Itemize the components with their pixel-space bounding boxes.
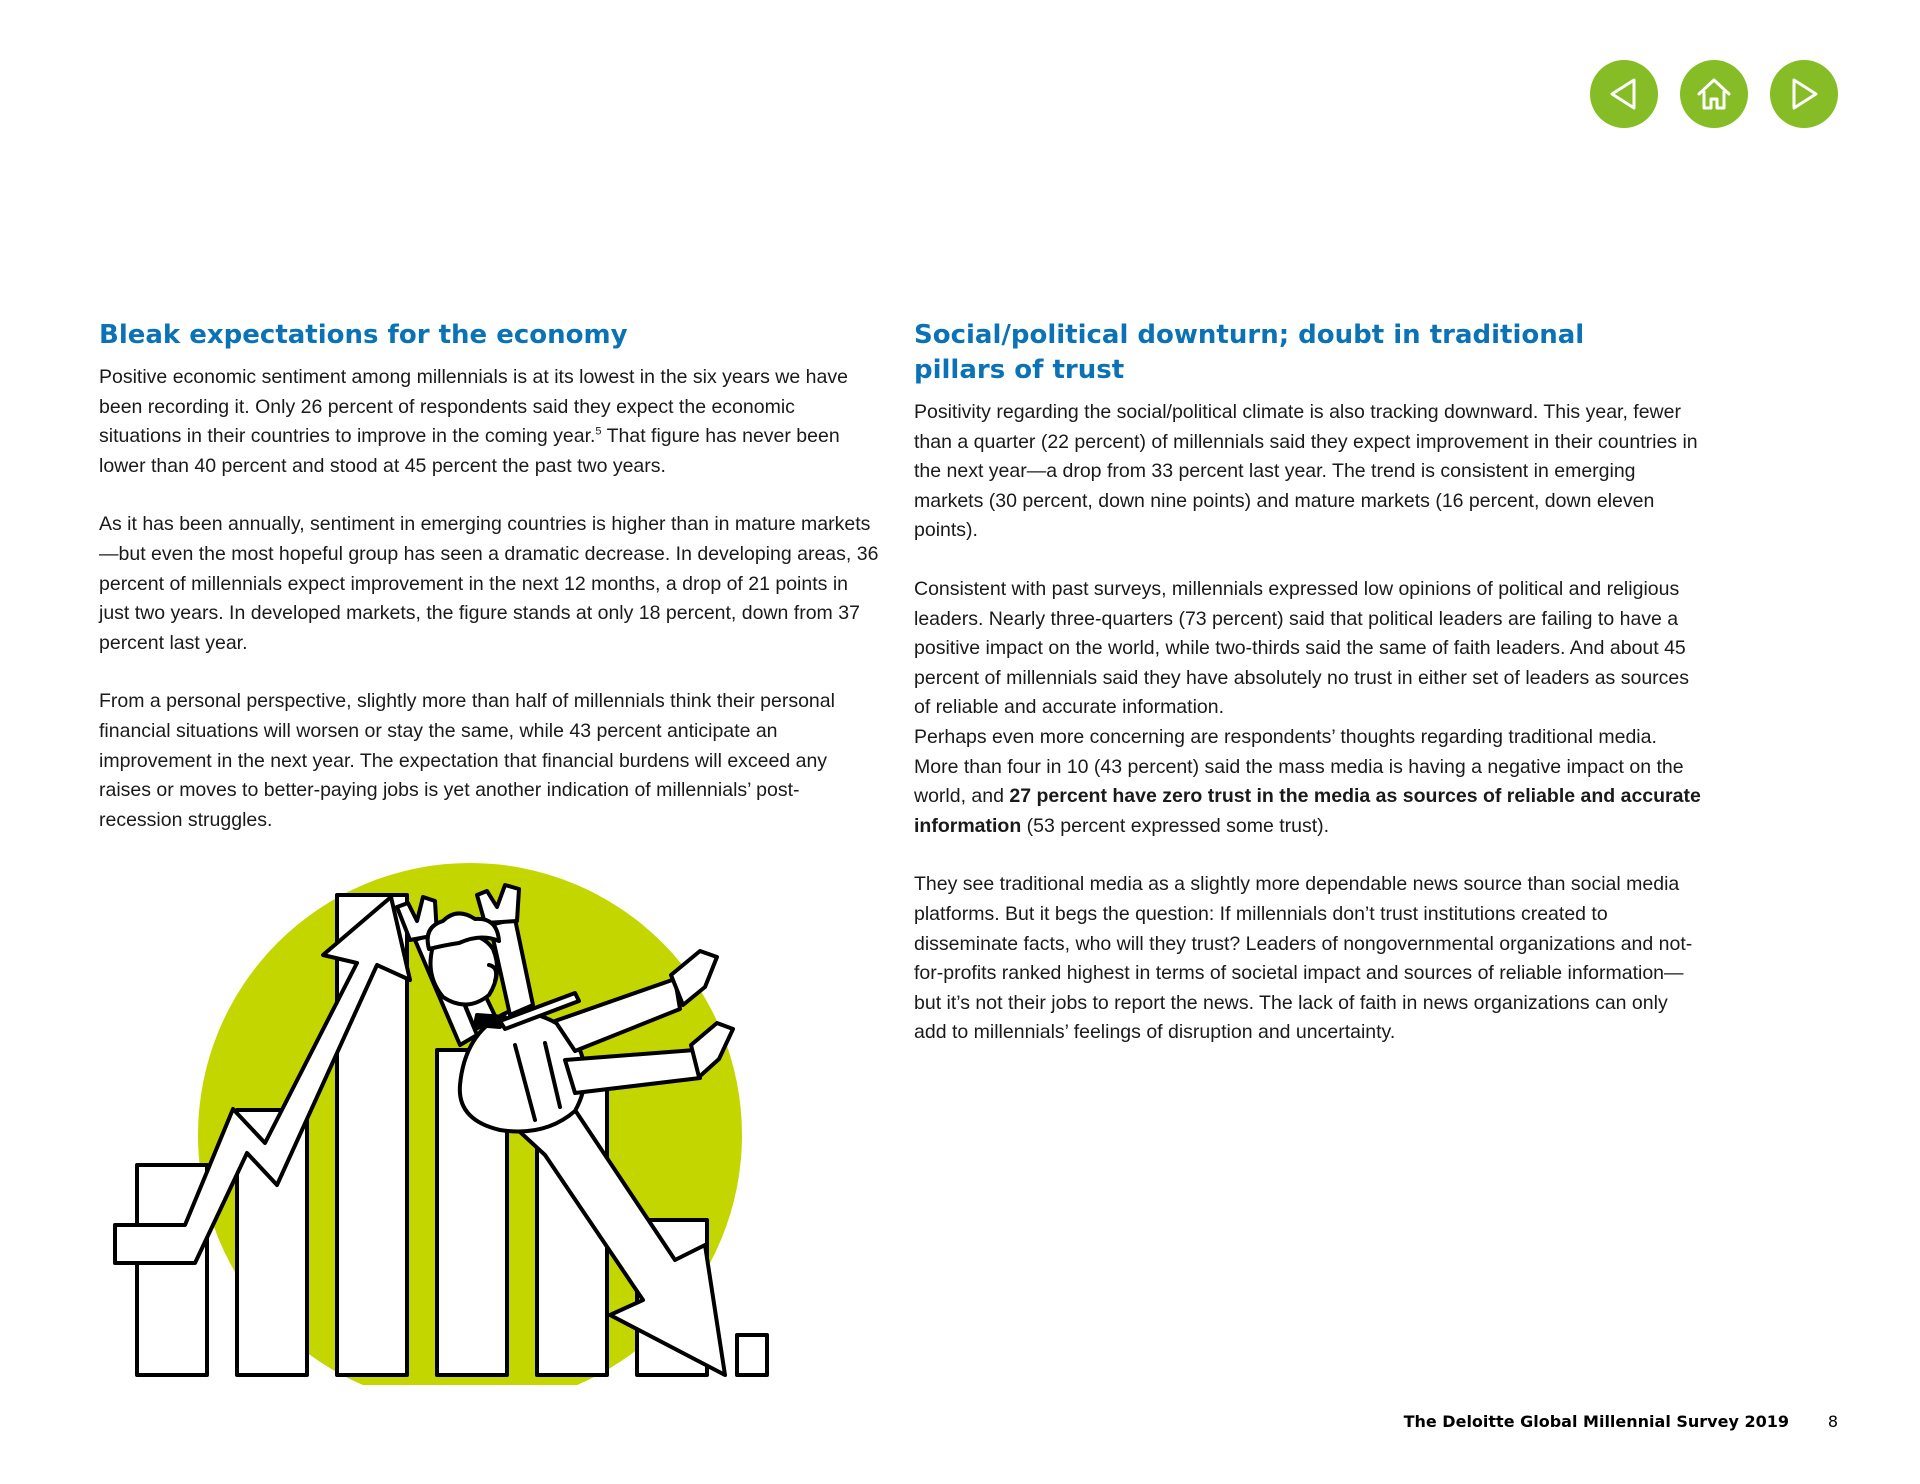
social-paragraph-1: Positivity regarding the social/political climate is also tracking downward. This year, fewer than a quarter (22 percent) of millennials said they expect improvement in their countries in the next year—a drop from 33 percent last year. The trend is consistent in emerging markets (30 percent, down nine points) and mature markets (16 percent, down eleven points).: [914, 401, 1698, 542]
page-number: 8: [1827, 1412, 1838, 1431]
left-column: [99, 318, 879, 864]
right-column: [914, 318, 1704, 1077]
social-paragraph-3: [914, 723, 1704, 841]
economy-paragraph-1: [99, 363, 879, 481]
page-footer: [0, 1412, 1920, 1442]
next-page-button[interactable]: [1770, 60, 1838, 128]
footnote-reference[interactable]: 5: [595, 425, 602, 438]
falling-man-bar-chart-illustration: [105, 845, 825, 1385]
economy-heading: Bleak expectations for the economy: [99, 320, 628, 350]
triangle-left-icon: [1604, 74, 1644, 114]
economy-paragraph-2: As it has been annually, sentiment in emerging countries is higher than in mature markets—but even the most hopeful group has seen a dramatic decrease. In developing areas, 36 percent of millennials expect improvement in the next 12 months, a drop of 21 points in just two years. In developed markets, the figure stands at only 18 percent, down from 37 percent last year.: [99, 513, 879, 654]
triangle-right-icon: [1784, 74, 1824, 114]
home-icon: [1693, 73, 1735, 115]
social-paragraph-3-text-cont: (53 percent expressed some trust).: [1021, 814, 1330, 837]
social-paragraph-4: They see traditional media as a slightly more dependable news source than social media platforms. But it begs the question: If millennials don’t trust institutions created to disseminate facts, who will they trust? Leaders of nongovernmental organizations and not-for-profits ranked highest in terms of societal impact and sources of reliable information—but it’s not their jobs to report the news. The lack of faith in news organizations can only add to millennials’ feelings of disruption and uncertainty.: [914, 873, 1693, 1044]
page-navigation: [1590, 60, 1844, 130]
previous-page-button[interactable]: [1590, 60, 1658, 128]
economy-paragraph-1-text-cont: That figure has never been lower than 40 percent and stood at 45 percent the past two years.: [99, 425, 840, 477]
social-political-heading: Social/political downturn; doubt in traditional pillars of trust: [914, 320, 1585, 385]
economy-paragraph-1-text: Positive economic sentiment among millennials is at its lowest in the six years we have been recording it. Only 26 percent of respondents said they expect the economic situations in their countries to improve in the coming year.: [99, 366, 848, 448]
footer-title: The Deloitte Global Millennial Survey 2019: [1403, 1412, 1789, 1431]
social-paragraph-3-text: Perhaps even more concerning are respondents’ thoughts regarding traditional media. More than four in 10 (43 percent) said the mass media is having a negative impact on the world, and: [914, 725, 1684, 808]
social-paragraph-3-bold: 27 percent have zero trust in the media as sources of reliable and accurate information: [914, 785, 1701, 837]
social-paragraph-2: Consistent with past surveys, millennials expressed low opinions of political and religious leaders. Nearly three-quarters (73 percent) said that political leaders are failing to have a positive impact on the world, while two-thirds said the same of faith leaders. And about 45 percent of millennials said they have absolutely no trust in either set of leaders as sources of reliable and accurate information.: [914, 577, 1690, 719]
economy-paragraph-3: From a personal perspective, slightly more than half of millennials think their personal financial situations will worsen or stay the same, while 43 percent anticipate an improvement in the next year. The expectation that financial burdens will exceed any raises or moves to better-paying jobs is yet another indication of millennials’ post-recession struggles.: [99, 690, 835, 831]
home-button[interactable]: [1680, 60, 1748, 128]
